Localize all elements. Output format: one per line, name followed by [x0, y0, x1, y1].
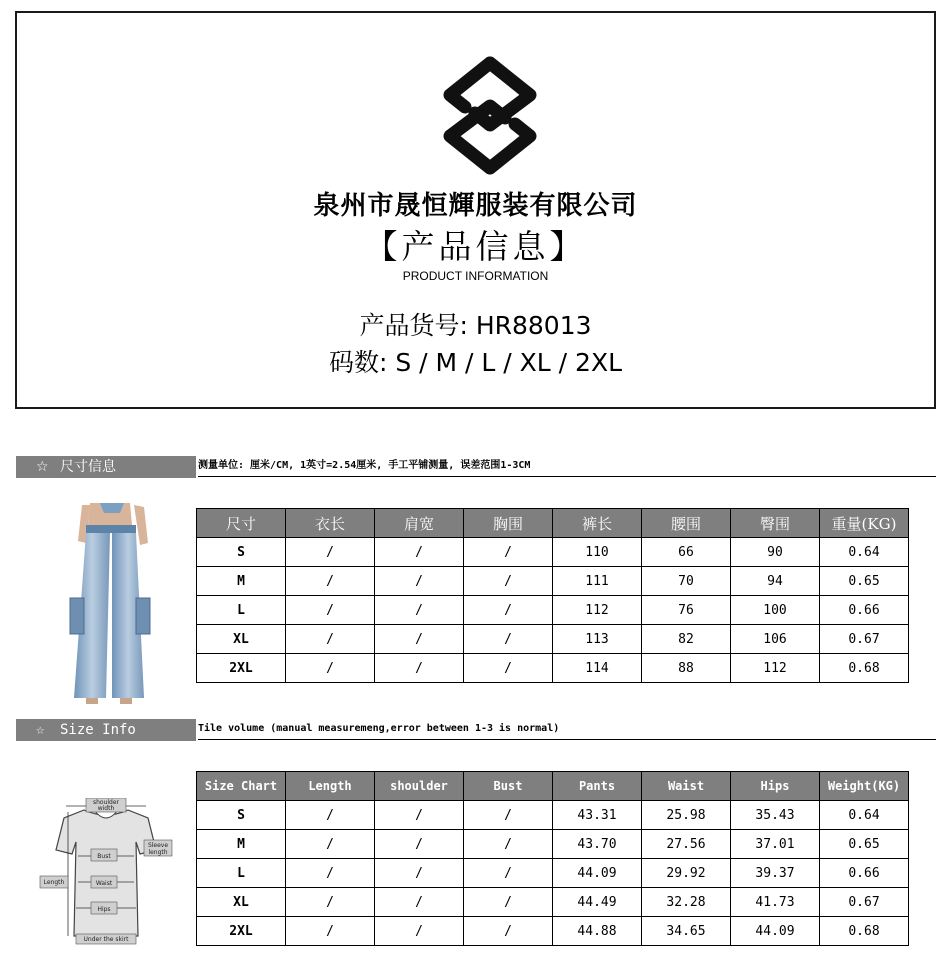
table-cell: 0.65: [820, 567, 909, 596]
table-cell: 0.64: [820, 801, 909, 830]
column-header: Bust: [464, 772, 553, 801]
size-table-en: [196, 771, 909, 946]
table-cell: /: [464, 830, 553, 859]
table-cell: 94: [731, 567, 820, 596]
table-cell: 0.68: [820, 654, 909, 683]
sleeve-length-label-2: length: [148, 849, 168, 856]
table-cell: /: [464, 567, 553, 596]
under-skirt-label: Under the skirt: [83, 936, 129, 943]
table-cell: /: [286, 654, 375, 683]
waist-label: Waist: [95, 880, 113, 887]
table-cell: 27.56: [642, 830, 731, 859]
table-cell: /: [286, 888, 375, 917]
table-cell: /: [286, 596, 375, 625]
column-header: 衣长: [286, 509, 375, 538]
table-cell: 0.65: [820, 830, 909, 859]
table-cell: 66: [642, 538, 731, 567]
shoulder-width-label-2: width: [97, 805, 115, 812]
table-cell: 0.68: [820, 917, 909, 946]
table-cell: /: [286, 567, 375, 596]
table-cell: 32.28: [642, 888, 731, 917]
column-header: 臀围: [731, 509, 820, 538]
table-row: [197, 538, 909, 567]
table-cell: 114: [553, 654, 642, 683]
table-cell: 41.73: [731, 888, 820, 917]
table-cell: /: [286, 538, 375, 567]
table-cell: 88: [642, 654, 731, 683]
table-row: [197, 654, 909, 683]
table-cell: 37.01: [731, 830, 820, 859]
column-header: 胸围: [464, 509, 553, 538]
hips-label: Hips: [97, 906, 111, 913]
table-cell: /: [286, 801, 375, 830]
section-bar-cn: [16, 456, 936, 478]
section-label-en: Size Info: [60, 722, 136, 738]
table-cell: /: [464, 654, 553, 683]
table-cell: 44.09: [731, 917, 820, 946]
available-sizes: 码数: S / M / L / XL / 2XL: [328, 348, 623, 377]
table-cell: L: [197, 859, 286, 888]
table-cell: 44.88: [553, 917, 642, 946]
column-header: 肩宽: [375, 509, 464, 538]
table-cell: 110: [553, 538, 642, 567]
table-cell: /: [464, 801, 553, 830]
column-header: Waist: [642, 772, 731, 801]
table-cell: 82: [642, 625, 731, 654]
column-header: Pants: [553, 772, 642, 801]
table-cell: 39.37: [731, 859, 820, 888]
section-tag-cn: [16, 456, 196, 478]
table-cell: /: [375, 830, 464, 859]
table-cell: 106: [731, 625, 820, 654]
column-header: 尺寸: [197, 509, 286, 538]
brand-logo: [435, 53, 545, 178]
table-header-row: [197, 509, 909, 538]
table-cell: /: [464, 859, 553, 888]
table-cell: 113: [553, 625, 642, 654]
table-cell: /: [286, 917, 375, 946]
table-cell: /: [286, 830, 375, 859]
table-cell: /: [375, 567, 464, 596]
table-cell: /: [375, 888, 464, 917]
product-info-title: 【产品信息】: [364, 227, 587, 266]
table-cell: /: [375, 859, 464, 888]
star-icon: ☆: [36, 459, 49, 475]
size-table-cn: [196, 508, 909, 683]
table-row: [197, 596, 909, 625]
star-icon: ☆: [36, 722, 45, 738]
product-info-subtitle: PRODUCT INFORMATION: [402, 269, 549, 283]
table-cell: /: [464, 596, 553, 625]
table-cell: 2XL: [197, 917, 286, 946]
table-cell: 111: [553, 567, 642, 596]
table-cell: 112: [731, 654, 820, 683]
table-cell: 44.09: [553, 859, 642, 888]
table-cell: M: [197, 567, 286, 596]
column-header: Weight(KG): [820, 772, 909, 801]
measurement-note-cn: 测量单位: 厘米/CM, 1英寸=2.54厘米, 手工平铺测量, 误差范围1-3CM: [198, 456, 936, 477]
column-header: Size Chart: [197, 772, 286, 801]
table-cell: L: [197, 596, 286, 625]
table-cell: /: [375, 596, 464, 625]
table-cell: 0.64: [820, 538, 909, 567]
table-row: [197, 859, 909, 888]
table-cell: XL: [197, 888, 286, 917]
length-label: Length: [43, 879, 65, 886]
table-cell: 25.98: [642, 801, 731, 830]
table-cell: 35.43: [731, 801, 820, 830]
table-cell: 43.31: [553, 801, 642, 830]
table-cell: 100: [731, 596, 820, 625]
table-cell: /: [286, 859, 375, 888]
table-row: [197, 625, 909, 654]
table-cell: 112: [553, 596, 642, 625]
sleeve-length-label: Sleeve: [147, 842, 169, 849]
product-info-card: [15, 11, 936, 409]
table-cell: S: [197, 538, 286, 567]
measurement-note-en: Tile volume (manual measuremeng,error between 1-3 is normal): [198, 719, 936, 740]
table-row: [197, 567, 909, 596]
table-cell: 76: [642, 596, 731, 625]
table-cell: /: [464, 917, 553, 946]
table-cell: S: [197, 801, 286, 830]
column-header: shoulder: [375, 772, 464, 801]
table-cell: 44.49: [553, 888, 642, 917]
table-cell: 0.66: [820, 596, 909, 625]
table-cell: 90: [731, 538, 820, 567]
item-number: 产品货号: HR88013: [359, 311, 592, 340]
table-cell: 70: [642, 567, 731, 596]
table-cell: 2XL: [197, 654, 286, 683]
table-cell: /: [375, 654, 464, 683]
measurement-diagram: [36, 798, 176, 948]
bust-label: Bust: [97, 853, 111, 860]
shoulder-width-label: shoulder: [92, 799, 120, 806]
product-photo: [60, 503, 156, 708]
column-header: 重量(KG): [820, 509, 909, 538]
column-header: Hips: [731, 772, 820, 801]
section-label-cn: 尺寸信息: [60, 459, 116, 475]
table-header-row: [197, 772, 909, 801]
table-row: [197, 888, 909, 917]
table-row: [197, 917, 909, 946]
table-cell: /: [375, 625, 464, 654]
table-cell: /: [375, 917, 464, 946]
table-cell: 0.67: [820, 625, 909, 654]
table-cell: 34.65: [642, 917, 731, 946]
table-cell: XL: [197, 625, 286, 654]
table-cell: /: [375, 801, 464, 830]
section-bar-en: [16, 719, 936, 741]
table-cell: /: [464, 625, 553, 654]
table-cell: 43.70: [553, 830, 642, 859]
table-cell: M: [197, 830, 286, 859]
table-row: [197, 830, 909, 859]
column-header: 腰围: [642, 509, 731, 538]
column-header: Length: [286, 772, 375, 801]
table-cell: /: [375, 538, 464, 567]
company-name: 泉州市晟恒輝服装有限公司: [313, 191, 638, 221]
table-cell: 0.67: [820, 888, 909, 917]
table-cell: /: [464, 538, 553, 567]
table-row: [197, 801, 909, 830]
section-tag-en: [16, 719, 196, 741]
table-cell: /: [286, 625, 375, 654]
table-cell: 0.66: [820, 859, 909, 888]
column-header: 裤长: [553, 509, 642, 538]
table-cell: /: [464, 888, 553, 917]
table-cell: 29.92: [642, 859, 731, 888]
